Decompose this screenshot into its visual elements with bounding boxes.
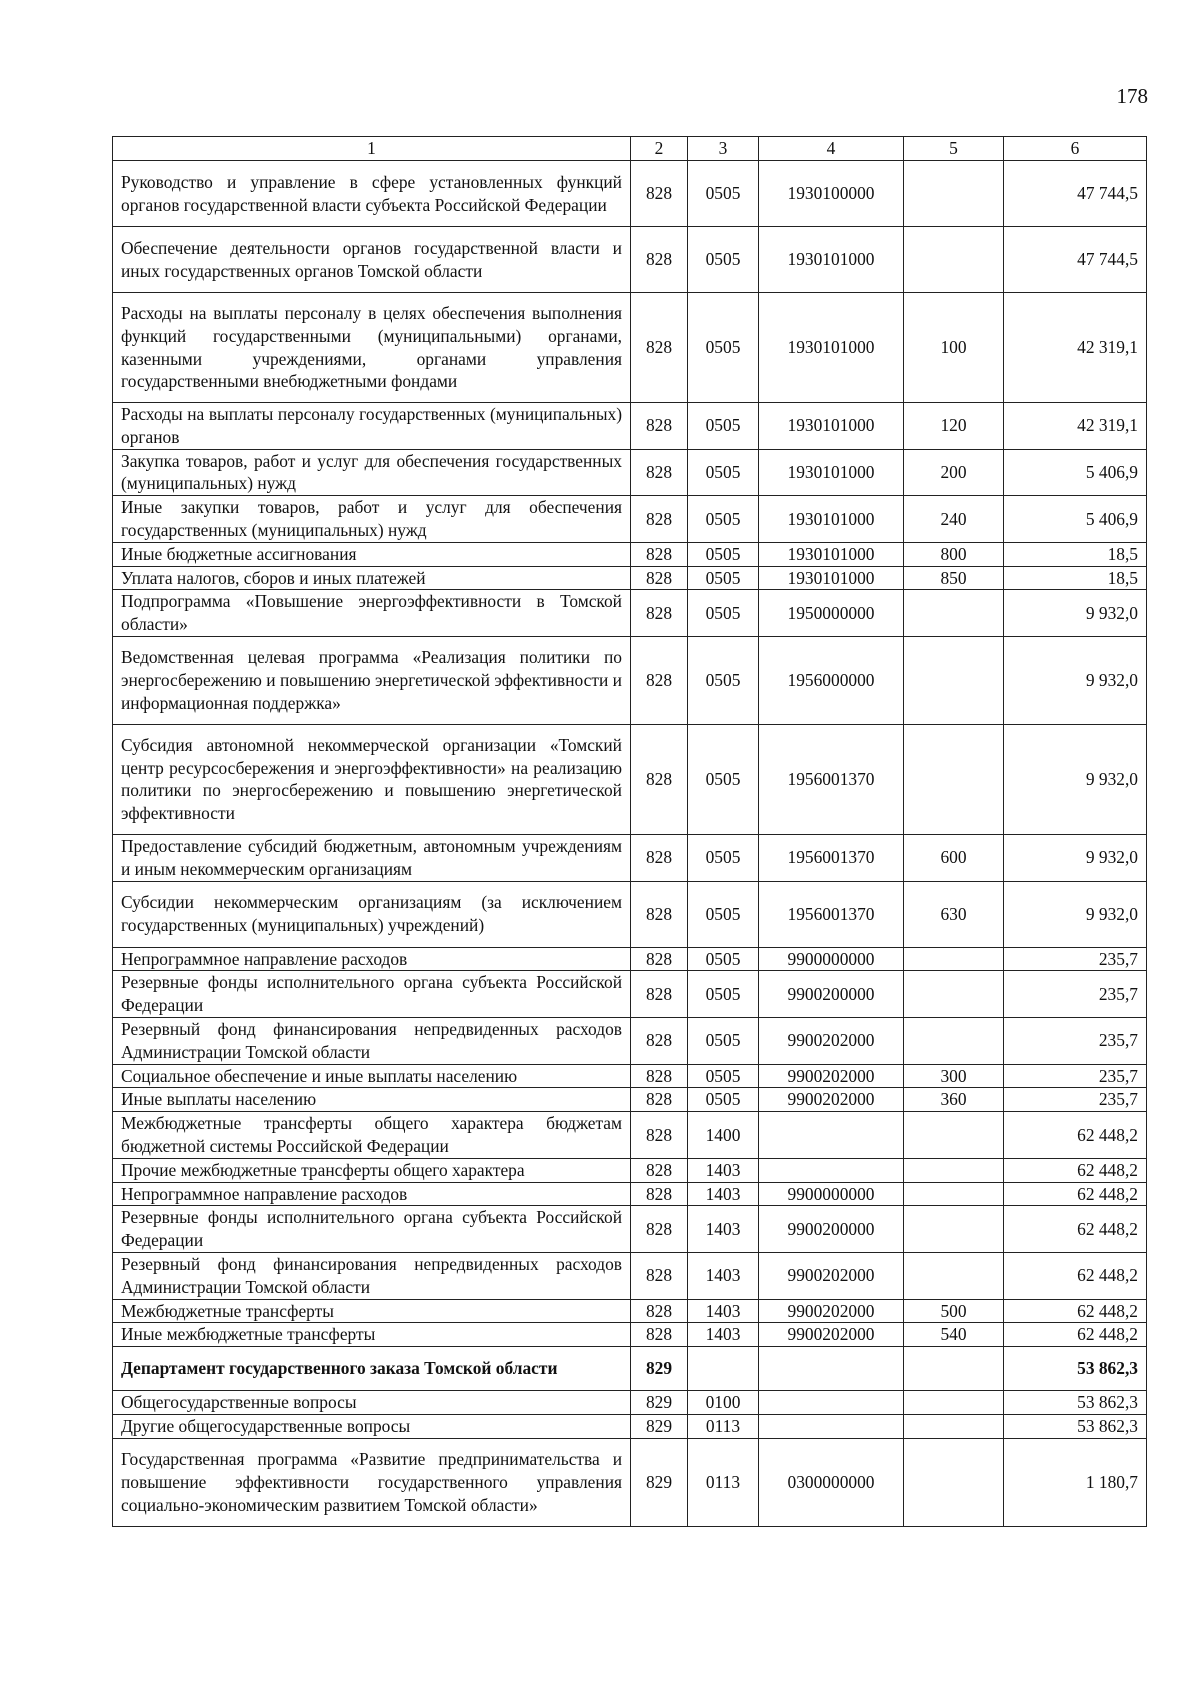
row-amount: 62 448,2 (1004, 1182, 1147, 1206)
header-col-3: 3 (688, 137, 759, 161)
table-row (113, 881, 1147, 947)
row-col-5 (904, 1017, 1004, 1064)
row-col-5 (904, 971, 1004, 1018)
table-row (113, 1323, 1147, 1347)
table-row (113, 1182, 1147, 1206)
row-col-3: 1403 (688, 1252, 759, 1299)
row-col-2: 828 (631, 834, 688, 881)
row-col-5: 240 (904, 496, 1004, 543)
budget-table (112, 136, 1147, 1527)
row-col-2: 828 (631, 1064, 688, 1088)
row-col-4: 1930101000 (759, 293, 904, 403)
table-body (113, 161, 1147, 1527)
row-col-5 (904, 227, 1004, 293)
row-amount: 18,5 (1004, 566, 1147, 590)
row-col-5: 630 (904, 881, 1004, 947)
row-col-5: 850 (904, 566, 1004, 590)
row-col-3: 1403 (688, 1206, 759, 1253)
table-row (113, 161, 1147, 227)
row-col-3 (688, 1347, 759, 1391)
row-col-2: 828 (631, 971, 688, 1018)
row-col-5 (904, 724, 1004, 834)
table-row (113, 947, 1147, 971)
row-col-4: 9900202000 (759, 1252, 904, 1299)
row-col-4: 1930101000 (759, 566, 904, 590)
row-amount: 1 180,7 (1004, 1438, 1147, 1526)
row-col-3: 1400 (688, 1112, 759, 1159)
row-col-2: 828 (631, 1112, 688, 1159)
row-col-2: 828 (631, 1323, 688, 1347)
row-col-5 (904, 636, 1004, 724)
row-col-4: 1956000000 (759, 636, 904, 724)
row-amount: 62 448,2 (1004, 1112, 1147, 1159)
row-col-3: 1403 (688, 1182, 759, 1206)
row-col-3: 0505 (688, 1064, 759, 1088)
row-name: Прочие межбюджетные трансферты общего характера (113, 1158, 631, 1182)
row-name: Ведомственная целевая программа «Реализация политики по энергосбережению и повышению энергетической эффективности и информационная поддержка» (113, 636, 631, 724)
table-row (113, 1438, 1147, 1526)
row-col-4: 1950000000 (759, 590, 904, 637)
row-amount: 9 932,0 (1004, 881, 1147, 947)
row-name: Руководство и управление в сфере установленных функций органов государственной власти субъекта Российской Федерации (113, 161, 631, 227)
row-col-2: 828 (631, 1252, 688, 1299)
table-row (113, 1017, 1147, 1064)
row-col-4: 9900000000 (759, 1182, 904, 1206)
row-name: Закупка товаров, работ и услуг для обеспечения государственных (муниципальных) нужд (113, 449, 631, 496)
row-col-5 (904, 161, 1004, 227)
row-col-2: 828 (631, 1182, 688, 1206)
row-col-5 (904, 1414, 1004, 1438)
row-col-5: 360 (904, 1088, 1004, 1112)
table-row (113, 971, 1147, 1018)
table-row (113, 1088, 1147, 1112)
row-amount: 235,7 (1004, 1017, 1147, 1064)
row-amount: 5 406,9 (1004, 449, 1147, 496)
row-col-4: 9900202000 (759, 1064, 904, 1088)
row-name: Резервный фонд финансирования непредвиденных расходов Администрации Томской области (113, 1252, 631, 1299)
table-row (113, 1064, 1147, 1088)
table-row (113, 834, 1147, 881)
row-name: Иные закупки товаров, работ и услуг для обеспечения государственных (муниципальных) нужд (113, 496, 631, 543)
row-col-5 (904, 590, 1004, 637)
row-col-2: 828 (631, 227, 688, 293)
table-row (113, 496, 1147, 543)
row-col-4: 1930101000 (759, 449, 904, 496)
row-name: Предоставление субсидий бюджетным, автономным учреждениям и иным некоммерческим организациям (113, 834, 631, 881)
row-col-4 (759, 1112, 904, 1159)
header-col-2: 2 (631, 137, 688, 161)
row-col-5: 800 (904, 542, 1004, 566)
table-row (113, 1112, 1147, 1159)
row-name: Иные выплаты населению (113, 1088, 631, 1112)
row-col-4: 9900202000 (759, 1323, 904, 1347)
row-col-4: 9900200000 (759, 1206, 904, 1253)
row-col-4: 1930101000 (759, 403, 904, 450)
row-col-3: 1403 (688, 1299, 759, 1323)
row-name: Непрограммное направление расходов (113, 947, 631, 971)
row-col-2: 828 (631, 724, 688, 834)
row-amount: 42 319,1 (1004, 293, 1147, 403)
row-col-2: 828 (631, 403, 688, 450)
row-name: Субсидия автономной некоммерческой организации «Томский центр ресурсосбережения и энергоэффективности» на реализацию политики по энергосбережению и повышению энергетической эффективности (113, 724, 631, 834)
row-col-2: 828 (631, 1017, 688, 1064)
row-col-4: 1930101000 (759, 542, 904, 566)
row-col-2: 828 (631, 947, 688, 971)
row-amount: 9 932,0 (1004, 724, 1147, 834)
row-col-4: 0300000000 (759, 1438, 904, 1526)
row-name: Обеспечение деятельности органов государственной власти и иных государственных органов Томской области (113, 227, 631, 293)
row-amount: 5 406,9 (1004, 496, 1147, 543)
table-row (113, 1391, 1147, 1415)
row-col-2: 828 (631, 881, 688, 947)
header-row (113, 137, 1147, 161)
row-col-4: 1930100000 (759, 161, 904, 227)
row-col-2: 828 (631, 293, 688, 403)
row-col-3: 0505 (688, 636, 759, 724)
row-amount: 235,7 (1004, 971, 1147, 1018)
row-col-4: 1956001370 (759, 881, 904, 947)
row-col-3: 0505 (688, 947, 759, 971)
table-row (113, 1347, 1147, 1391)
row-col-2: 828 (631, 1299, 688, 1323)
row-col-3: 0505 (688, 971, 759, 1018)
row-col-5 (904, 947, 1004, 971)
row-col-4: 1930101000 (759, 496, 904, 543)
row-amount: 47 744,5 (1004, 161, 1147, 227)
row-col-5: 100 (904, 293, 1004, 403)
row-amount: 47 744,5 (1004, 227, 1147, 293)
row-col-5: 540 (904, 1323, 1004, 1347)
row-name: Резервные фонды исполнительного органа субъекта Российской Федерации (113, 1206, 631, 1253)
row-col-5 (904, 1391, 1004, 1415)
table-row (113, 542, 1147, 566)
row-col-3: 1403 (688, 1158, 759, 1182)
row-amount: 235,7 (1004, 1064, 1147, 1088)
page-number: 178 (1116, 84, 1148, 108)
row-col-2: 828 (631, 1088, 688, 1112)
table-row (113, 227, 1147, 293)
table-row (113, 724, 1147, 834)
row-col-2: 828 (631, 1158, 688, 1182)
row-col-5: 600 (904, 834, 1004, 881)
row-name: Другие общегосударственные вопросы (113, 1414, 631, 1438)
table-row (113, 636, 1147, 724)
row-name: Межбюджетные трансферты общего характера бюджетам бюджетной системы Российской Федерации (113, 1112, 631, 1159)
header-col-1: 1 (113, 137, 631, 161)
row-col-3: 0505 (688, 724, 759, 834)
row-col-2: 828 (631, 566, 688, 590)
row-col-4: 9900200000 (759, 971, 904, 1018)
header-col-6: 6 (1004, 137, 1147, 161)
row-col-2: 828 (631, 542, 688, 566)
header-col-4: 4 (759, 137, 904, 161)
table-row (113, 1252, 1147, 1299)
row-col-4: 1956001370 (759, 834, 904, 881)
row-col-3: 0505 (688, 542, 759, 566)
row-col-2: 828 (631, 496, 688, 543)
row-amount: 235,7 (1004, 1088, 1147, 1112)
row-col-3: 0505 (688, 1088, 759, 1112)
row-name: Иные бюджетные ассигнования (113, 542, 631, 566)
table-row (113, 1299, 1147, 1323)
row-col-4: 1956001370 (759, 724, 904, 834)
table-row (113, 566, 1147, 590)
row-col-3: 0505 (688, 403, 759, 450)
row-col-4 (759, 1391, 904, 1415)
row-col-3: 0505 (688, 1017, 759, 1064)
row-col-5 (904, 1182, 1004, 1206)
row-col-3: 0505 (688, 449, 759, 496)
row-col-5 (904, 1347, 1004, 1391)
table-row (113, 403, 1147, 450)
row-col-2: 828 (631, 449, 688, 496)
table-row (113, 1206, 1147, 1253)
row-amount: 9 932,0 (1004, 590, 1147, 637)
row-col-3: 0505 (688, 496, 759, 543)
row-col-2: 828 (631, 590, 688, 637)
row-amount: 62 448,2 (1004, 1158, 1147, 1182)
row-amount: 18,5 (1004, 542, 1147, 566)
row-col-3: 0113 (688, 1438, 759, 1526)
table-row (113, 1158, 1147, 1182)
row-amount: 62 448,2 (1004, 1323, 1147, 1347)
row-col-5 (904, 1438, 1004, 1526)
row-amount: 62 448,2 (1004, 1206, 1147, 1253)
row-amount: 62 448,2 (1004, 1252, 1147, 1299)
row-col-4 (759, 1347, 904, 1391)
table-row (113, 1414, 1147, 1438)
row-amount: 9 932,0 (1004, 636, 1147, 724)
row-col-3: 0505 (688, 881, 759, 947)
row-name: Общегосударственные вопросы (113, 1391, 631, 1415)
row-col-2: 829 (631, 1391, 688, 1415)
row-name: Резервный фонд финансирования непредвиденных расходов Администрации Томской области (113, 1017, 631, 1064)
row-amount: 9 932,0 (1004, 834, 1147, 881)
row-col-4: 9900202000 (759, 1017, 904, 1064)
row-col-5 (904, 1158, 1004, 1182)
row-col-5 (904, 1252, 1004, 1299)
row-col-5: 120 (904, 403, 1004, 450)
row-col-3: 1403 (688, 1323, 759, 1347)
table-row (113, 590, 1147, 637)
row-col-4: 1930101000 (759, 227, 904, 293)
row-amount: 53 862,3 (1004, 1414, 1147, 1438)
table-row (113, 449, 1147, 496)
table-row (113, 293, 1147, 403)
row-name: Иные межбюджетные трансферты (113, 1323, 631, 1347)
row-col-4: 9900000000 (759, 947, 904, 971)
row-name: Субсидии некоммерческим организациям (за исключением государственных (муниципальных) учреждений) (113, 881, 631, 947)
row-amount: 235,7 (1004, 947, 1147, 971)
row-name: Государственная программа «Развитие предпринимательства и повышение эффективности государственного управления социально-экономическим развитием Томской области» (113, 1438, 631, 1526)
row-col-4: 9900202000 (759, 1299, 904, 1323)
row-col-3: 0505 (688, 161, 759, 227)
row-col-2: 828 (631, 161, 688, 227)
row-col-3: 0505 (688, 834, 759, 881)
row-col-3: 0505 (688, 590, 759, 637)
row-amount: 42 319,1 (1004, 403, 1147, 450)
header-col-5: 5 (904, 137, 1004, 161)
row-col-5: 200 (904, 449, 1004, 496)
row-name: Департамент государственного заказа Томской области (113, 1347, 631, 1391)
row-amount: 53 862,3 (1004, 1391, 1147, 1415)
row-col-2: 828 (631, 636, 688, 724)
row-name: Подпрограмма «Повышение энергоэффективности в Томской области» (113, 590, 631, 637)
row-name: Резервные фонды исполнительного органа субъекта Российской Федерации (113, 971, 631, 1018)
row-col-2: 829 (631, 1347, 688, 1391)
row-col-3: 0505 (688, 293, 759, 403)
row-name: Межбюджетные трансферты (113, 1299, 631, 1323)
row-col-5 (904, 1112, 1004, 1159)
row-name: Социальное обеспечение и иные выплаты населению (113, 1064, 631, 1088)
row-col-5: 500 (904, 1299, 1004, 1323)
row-name: Расходы на выплаты персоналу государственных (муниципальных) органов (113, 403, 631, 450)
row-col-4 (759, 1158, 904, 1182)
row-col-5: 300 (904, 1064, 1004, 1088)
row-col-3: 0505 (688, 566, 759, 590)
row-name: Расходы на выплаты персоналу в целях обеспечения выполнения функций государственными (муниципальными) органами, казенными учреждениями, органами управления государственными внебюджетными фондами (113, 293, 631, 403)
row-col-2: 829 (631, 1414, 688, 1438)
row-col-4 (759, 1414, 904, 1438)
row-name: Уплата налогов, сборов и иных платежей (113, 566, 631, 590)
row-col-5 (904, 1206, 1004, 1253)
row-col-2: 828 (631, 1206, 688, 1253)
row-amount: 53 862,3 (1004, 1347, 1147, 1391)
row-col-3: 0100 (688, 1391, 759, 1415)
row-name: Непрограммное направление расходов (113, 1182, 631, 1206)
row-col-3: 0113 (688, 1414, 759, 1438)
row-col-4: 9900202000 (759, 1088, 904, 1112)
row-col-2: 829 (631, 1438, 688, 1526)
row-col-3: 0505 (688, 227, 759, 293)
row-amount: 62 448,2 (1004, 1299, 1147, 1323)
